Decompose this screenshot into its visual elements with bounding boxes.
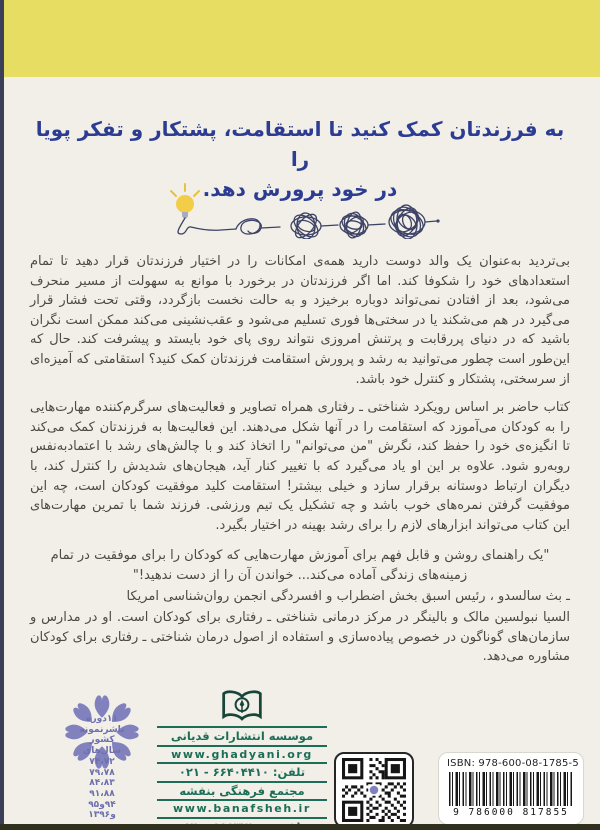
ghadyani-logo-icon (219, 690, 265, 723)
badge-line: ناشرنمونه (79, 724, 125, 735)
back-cover-text (30, 252, 570, 667)
badge-line: ۷۹،۷۸ (89, 767, 115, 778)
publisher-award-badge (48, 691, 156, 821)
phone-label: تلفن: (272, 765, 306, 779)
isbn-label: ISBN: 978-600-08-1785-5 (447, 758, 579, 769)
complex-website: www.banafsheh.ir (157, 799, 327, 817)
top-yellow-band (0, 0, 600, 77)
author-bio: السیا نبولسین مالک و بالینگر در مرکز درمانی شناختی ـ رفتاری برای کودکان است. او در مدارس و سازمان‌های گوناگون در خصوص پیاده‌سازی و استفاده از اصول درمان شناختی ـ رفتاری برای کودکان مشاوره می‌دهد. (30, 610, 570, 665)
bottom-edge-shadow (0, 824, 600, 830)
blurb-paragraph-1: بی‌تردید به‌عنوان یک والد دوست دارید همه‌ی امکانات را در اختیار فرزندتان قرار دهید تا تمام استعدادهای خود را شکوفا کند. اما اگر فرزندتان در برخورد با موانع به سهولت از مسیر منحرف می‌شود، بعد از افتادن نمی‌تواند دوباره برخیزد و به حالت نخست بازگردد، وقتی تحت فشار قرار می‌گیرد در هم می‌شکند یا در سختی‌ها فوری تسلیم می‌شود و عقب‌نشینی می‌کند ممکن است نگران باشید که در دنیای پررقابت و پرتنش امروزی نتواند روی پای خود بایستد و پیشرفت کند. حال که این‌طور است چطور می‌توانید به رشد و پرورش استقامت فرزندتان کمک کنید؟ استقامتی که آمیزه‌ای از سرسختی، پشتکار و کنترل خود باشد. (30, 254, 570, 387)
publisher-name: موسسه انتشارات قدیانی (157, 726, 327, 745)
scribble-line (178, 202, 440, 239)
barcode (449, 772, 573, 806)
left-spine-edge (0, 0, 4, 830)
badge-line: ۹۱،۸۸ (89, 788, 115, 799)
award-badge-text (48, 691, 156, 821)
badge-line: و۱۳۹۶ (88, 810, 116, 821)
badge-line: ۹۴و۹۵ (88, 799, 116, 810)
badge-line: ۸۴،۸۳ (89, 778, 115, 789)
lightbulb-icon (171, 184, 199, 219)
badge-line: ۱۱دوره (86, 714, 118, 724)
cultural-complex-name: مجتمع فرهنگی بنفشه (157, 781, 327, 800)
tagline-line2: در خود پرورش دهد. (202, 177, 398, 201)
publisher-contact-rows (157, 726, 327, 830)
barcode-digits: 9 786000 817855 (453, 807, 569, 818)
tagline-line1: به فرزندتان کمک کنید تا استقامت، پشتکار و تفکر پویا را (35, 117, 565, 171)
qr-code-pattern (340, 758, 408, 822)
publisher-info-block (157, 690, 327, 830)
publisher-website: www.ghadyani.org (157, 745, 327, 763)
badge-line: سال‌های (83, 746, 121, 757)
badge-line: ۷۴،۷۲ (89, 756, 115, 767)
qr-code (334, 752, 414, 828)
quote-attribution: ـ بث سالسدو ، رئیس اسبق بخش اضطراب و افسردگی انجمن روان‌شناسی امریکا (126, 588, 570, 604)
publisher-phone1 (157, 762, 327, 781)
blurb-paragraph-2: کتاب حاضر بر اساس رویکرد شناختی ـ رفتاری همراه تصاویر و فعالیت‌های سرگرم‌کننده مهارت‌هایی را به کودکان می‌آموزد که استقامت را در آنها شکل می‌دهند. این فعالیت‌ها به فرزندتان کمک می‌کند تا انگیزه‌ی خود را حفظ کند، نگرش "من می‌توانم" را اتخاذ کند و با چالش‌های رشد با اعتمادبه‌نفس روبه‌رو شود. علاوه بر این او یاد می‌گیرد که با تغییر کنار آید، هیجان‌های شدیدش را کنترل کند، با دیگران ارتباط دوستانه برقرار سازد و خیلی بیشتر! استقامت کلید موفقیت کودکان است، چه این موفقیت گرفتن نمره‌های خوب باشد و چه تشکیل یک تیم ورزشی. فرزند شما با تمرین مهارت‌های این کتاب می‌تواند ابزارهای لازم را برای رشد بهینه در اختیار بگیرد. (30, 400, 570, 533)
badge-line: کشور (89, 735, 115, 746)
scribble-doodle-illustration (158, 181, 443, 239)
endorsement-quote: "یک راهنمای روشن و قابل فهم برای آموزش مهارت‌هایی که کودکان را برای موفقیت در تمام زمینه‌های زندگی آماده می‌کند... خواندن آن را از دست ندهید!" (50, 548, 550, 583)
phone-number: ۰۲۱ - ۶۶۴۰۴۴۱۰ (178, 765, 269, 779)
isbn-barcode-box (438, 752, 584, 825)
